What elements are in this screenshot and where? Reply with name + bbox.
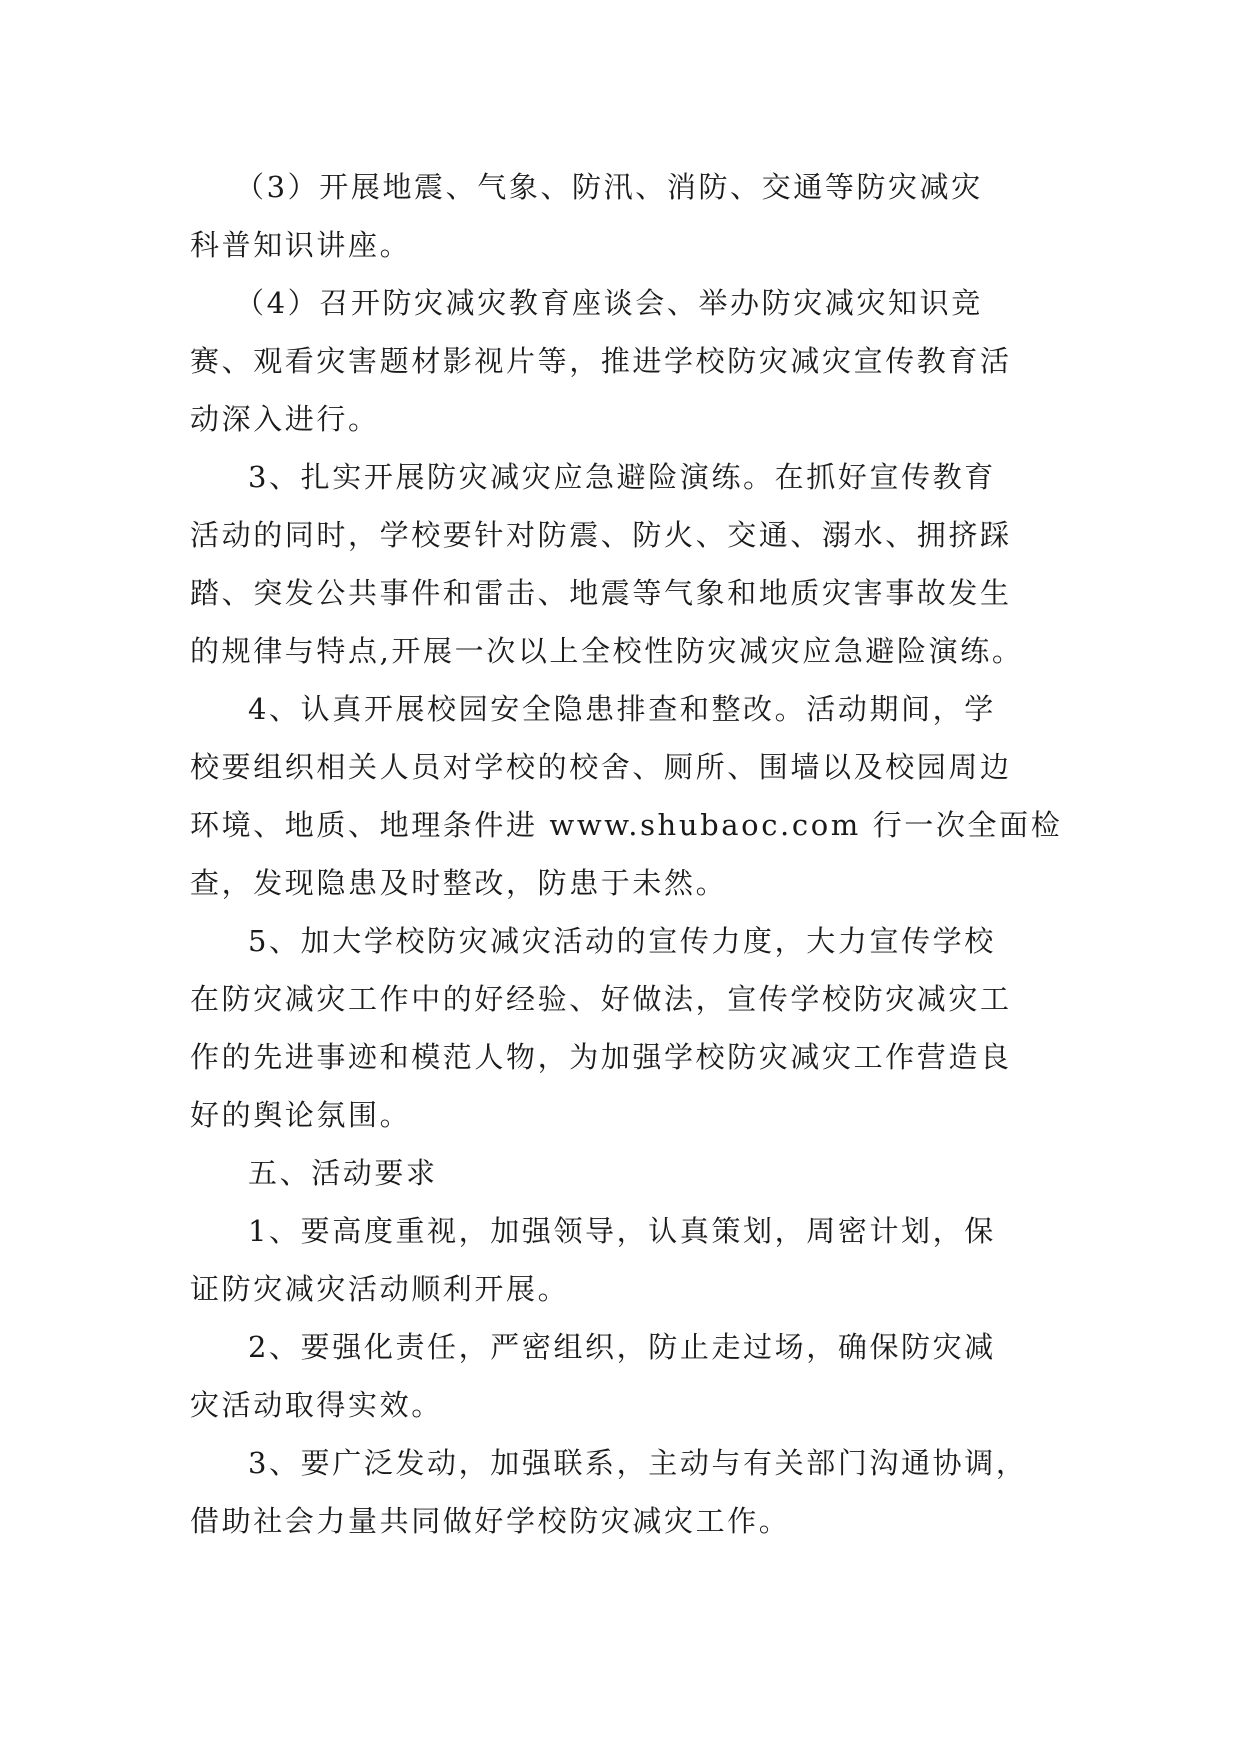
paragraph-line: 3、扎实开展防灾减灾应急避险演练。在抓好宣传教育	[248, 460, 996, 494]
paragraph-line: （4）召开防灾减灾教育座谈会、举办防灾减灾知识竞	[235, 286, 983, 320]
paragraph-line: 的规律与特点,开展一次以上全校性防灾减灾应急避险演练。	[190, 634, 1024, 668]
paragraph-line: 借助社会力量共同做好学校防灾减灾工作。	[190, 1504, 791, 1538]
paragraph-line: 4、认真开展校园安全隐患排查和整改。活动期间，学	[248, 692, 996, 726]
paragraph-line: （3）开展地震、气象、防汛、消防、交通等防灾减灾	[235, 170, 983, 204]
paragraph-line: 科普知识讲座。	[190, 228, 412, 262]
section-heading: 五、活动要求	[248, 1156, 438, 1190]
paragraph-line: 1、要高度重视，加强领导，认真策划，周密计划，保	[248, 1214, 996, 1248]
paragraph-line: 5、加大学校防灾减灾活动的宣传力度，大力宣传学校	[248, 924, 996, 958]
paragraph-line: 踏、突发公共事件和雷击、地震等气象和地质灾害事故发生	[190, 576, 1012, 610]
paragraph-line: 2、要强化责任，严密组织，防止走过场，确保防灾减	[248, 1330, 996, 1364]
paragraph-line: 活动的同时，学校要针对防震、防火、交通、溺水、拥挤踩	[190, 518, 1012, 552]
paragraph-line: 动深入进行。	[190, 402, 380, 436]
paragraph-line: 赛、观看灾害题材影视片等，推进学校防灾减灾宣传教育活	[190, 344, 1012, 378]
paragraph-line: 证防灾减灾活动顺利开展。	[190, 1272, 570, 1306]
paragraph-line: 作的先进事迹和模范人物，为加强学校防灾减灾工作营造良	[190, 1040, 1012, 1074]
paragraph-line: 环境、地质、地理条件进 www.shubaoc.com 行一次全面检	[190, 808, 1063, 842]
paragraph-line: 在防灾减灾工作中的好经验、好做法，宣传学校防灾减灾工	[190, 982, 1012, 1016]
paragraph-line: 校要组织相关人员对学校的校舍、厕所、围墙以及校园周边	[190, 750, 1012, 784]
paragraph-line: 灾活动取得实效。	[190, 1388, 443, 1422]
document-body	[190, 158, 1063, 1550]
paragraph-line: 3、要广泛发动，加强联系，主动与有关部门沟通协调，	[248, 1446, 1028, 1480]
paragraph-line: 好的舆论氛围。	[190, 1098, 412, 1132]
paragraph-line: 查，发现隐患及时整改，防患于未然。	[190, 866, 728, 900]
